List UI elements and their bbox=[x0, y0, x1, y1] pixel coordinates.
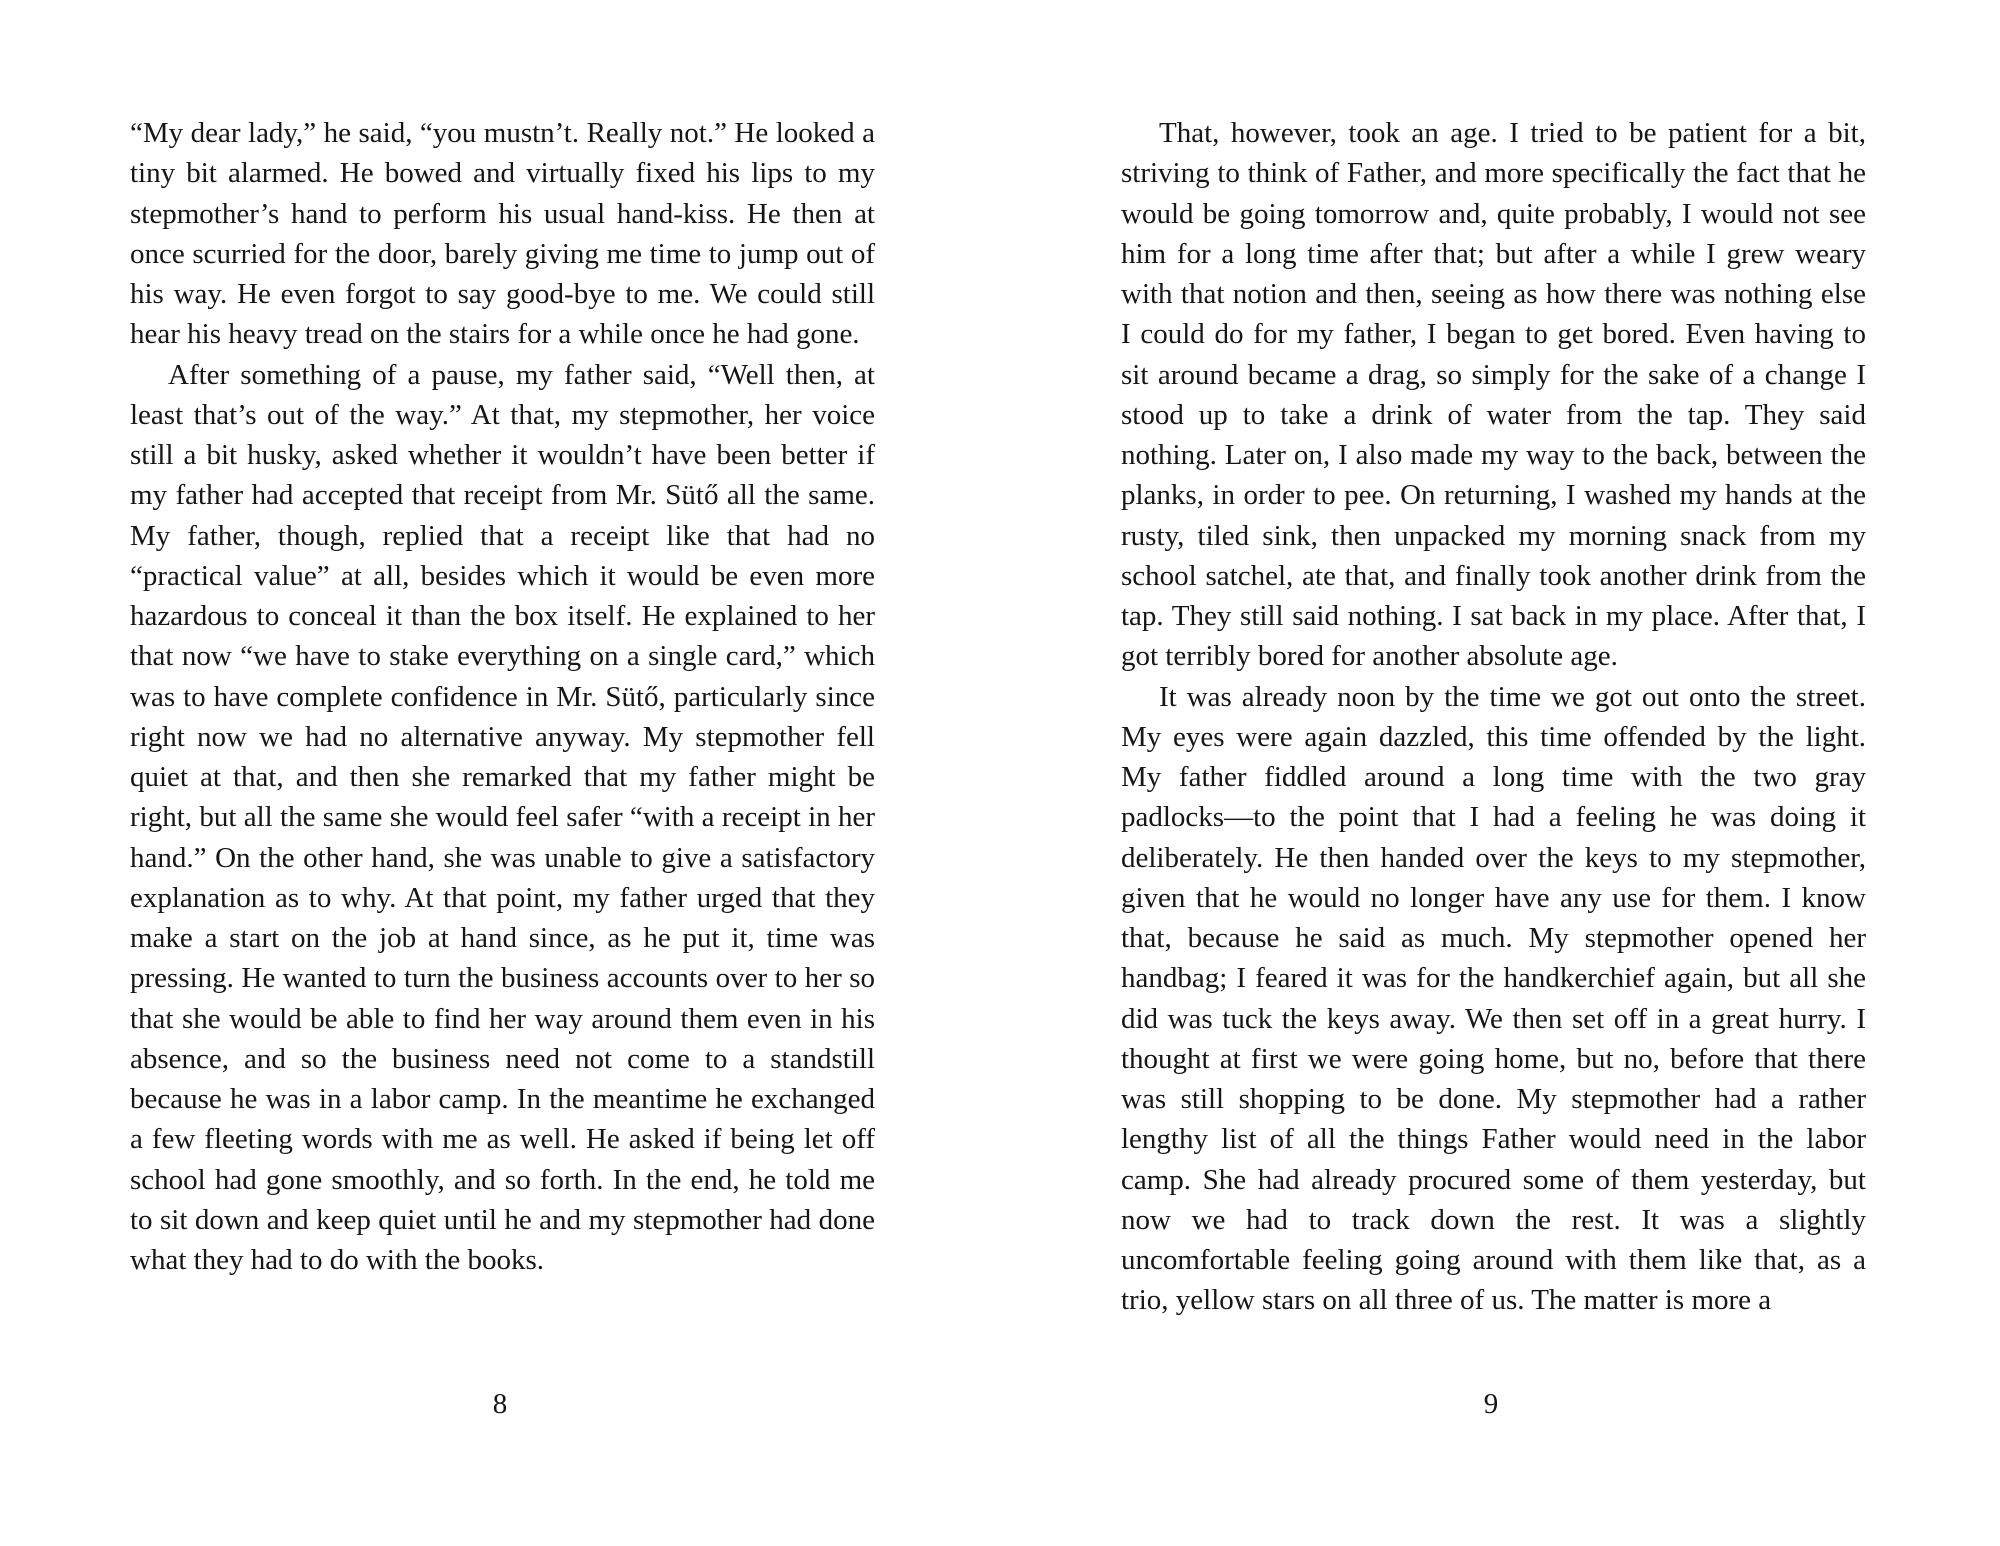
right-page bbox=[1000, 0, 2000, 1546]
left-page-text bbox=[130, 113, 875, 1280]
paragraph: That, however, took an age. I tried to be patient for a bit, striving to think of Father, and more specifically the fact that he would be going tomorrow and, quite probably, I would not see him for a long time after that; but after a while I grew weary with that notion and then, seeing as how there was nothing else I could do for my father, I began to get bored. Even having to sit around became a drag, so simply for the sake of a change I stood up to take a drink of water from the tap. They said nothing. Later on, I also made my way to the back, between the planks, in order to pee. On returning, I washed my hands at the rusty, tiled sink, then unpacked my morning snack from my school satchel, ate that, and finally took another drink from the tap. They still said nothing. I sat back in my place. After that, I got terribly bored for another absolute age. bbox=[1121, 117, 1866, 673]
right-page-text bbox=[1121, 113, 1866, 1321]
page-number: 9 bbox=[1483, 1388, 1499, 1420]
paragraph: “My dear lady,” he said, “you mustn’t. Really not.” He looked a tiny bit alarmed. He bowed and virtually fixed his lips to my stepmother’s hand to perform his usual hand-kiss. He then at once scurried for the door, barely giving me time to jump out of his way. He even forgot to say good-bye to me. We could still hear his heavy tread on the stairs for a while once he had gone. bbox=[130, 117, 875, 351]
paragraph: After something of a pause, my father said, “Well then, at least that’s out of the way.” At that, my stepmother, her voice still a bit husky, asked whether it wouldn’t have been better if my father had accepted that receipt from Mr. Sütő all the same. My father, though, replied that a receipt like that had no “practical value” at all, besides which it would be even more hazardous to conceal it than the box itself. He explained to her that now “we have to stake everything on a single card,” which was to have complete confidence in Mr. Sütő, particularly since right now we had no alternative anyway. My stepmother fell quiet at that, and then she remarked that my father might be right, but all the same she would feel safer “with a receipt in her hand.” On the other hand, she was unable to give a satisfactory explanation as to why. At that point, my father urged that they make a start on the job at hand since, as he put it, time was pressing. He wanted to turn the business accounts over to her so that she would be able to find her way around them even in his absence, and so the business need not come to a standstill because he was in a labor camp. In the meantime he exchanged a few fleeting words with me as well. He asked if being let off school had gone smoothly, and so forth. In the end, he told me to sit down and keep quiet until he and my stepmother had done what they had to do with the books. bbox=[130, 358, 875, 1276]
paragraph: It was already noon by the time we got out onto the street. My eyes were again dazzled, this time offended by the light. My father fiddled around a long time with the two gray padlocks—to the point that I had a feeling he was doing it deliberately. He then handed over the keys to my stepmother, given that he would no longer have any use for them. I know that, because he said as much. My stepmother opened her handbag; I feared it was for the handkerchief again, but all she did was tuck the keys away. We then set off in a great hurry. I thought at first we were going home, but no, before that there was still shopping to be done. My stepmother had a rather lengthy list of all the things Father would need in the labor camp. She had already procured some of them yesterday, but now we had to track down the rest. It was a slightly uncomfortable feeling going around with them like that, as a trio, yellow stars on all three of us. The matter is more a bbox=[1121, 680, 1866, 1317]
page-number: 8 bbox=[492, 1388, 508, 1420]
